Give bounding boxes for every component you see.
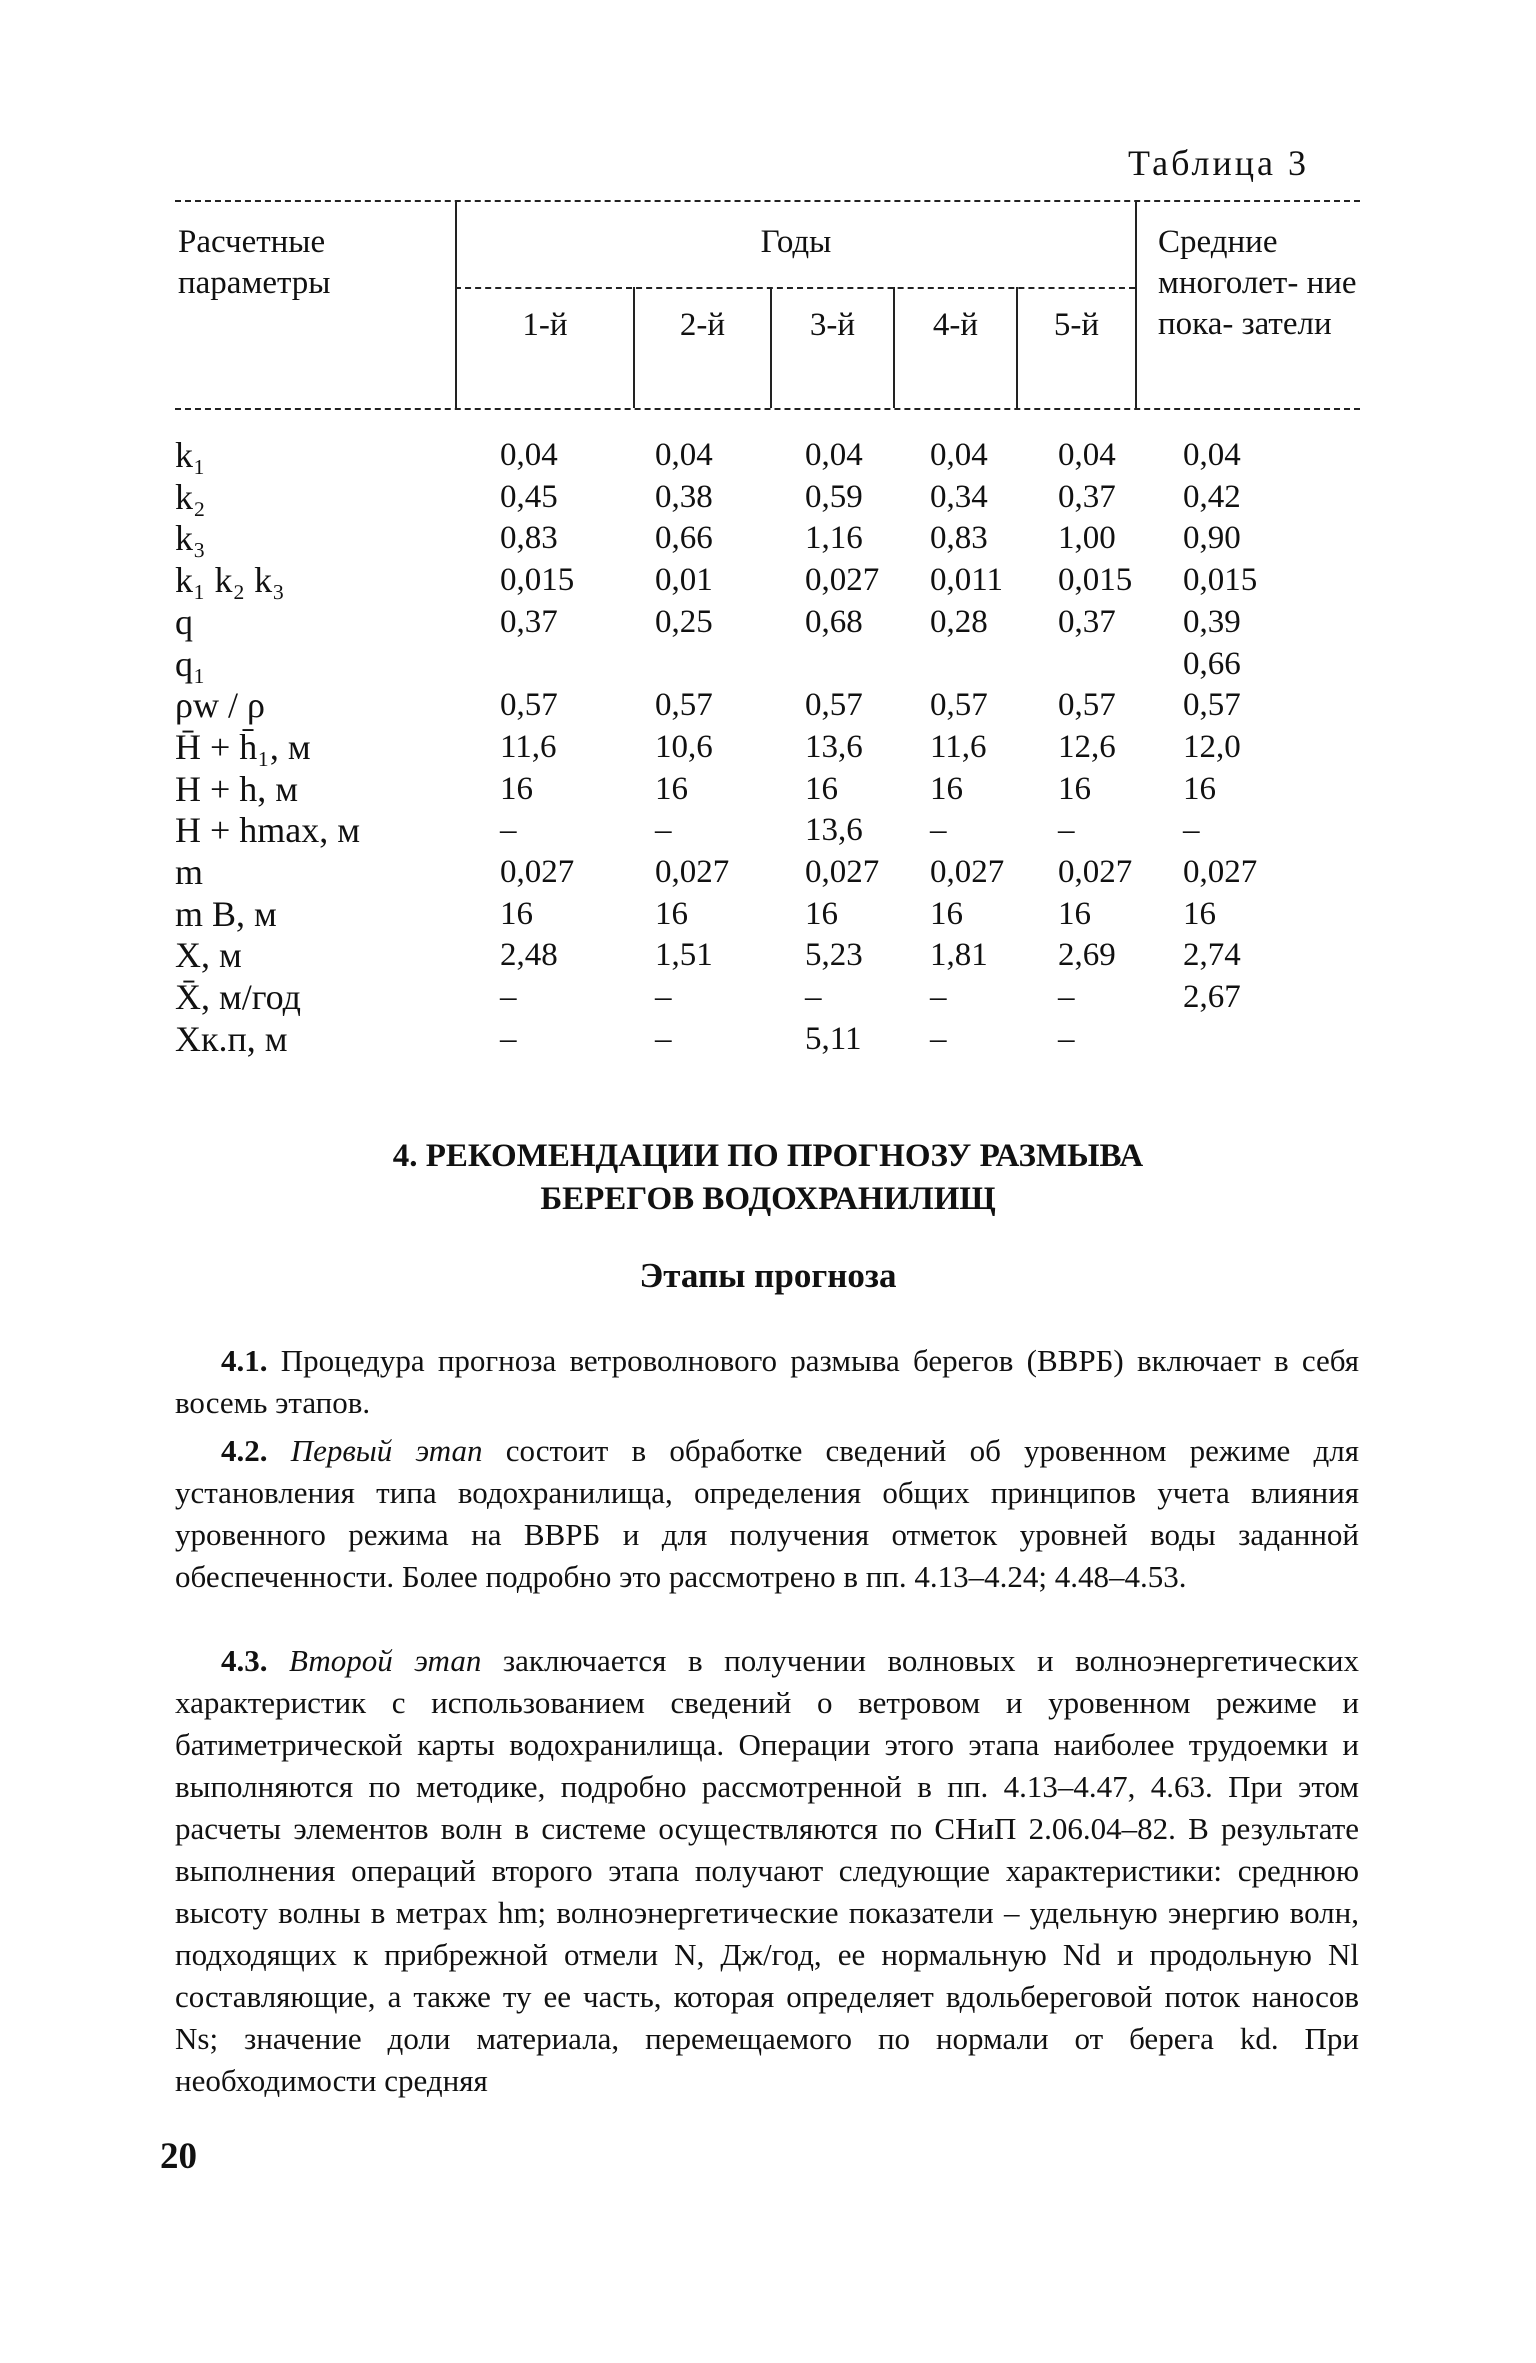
table-cell: 0,57 — [930, 687, 988, 723]
table-cell: 16 — [1183, 771, 1216, 807]
table-cell: 16 — [1058, 771, 1091, 807]
table-cell: 16 — [1183, 896, 1216, 932]
table-cell: 12,0 — [1183, 729, 1241, 765]
header-average: Средние многолет- ние пока- затели — [1158, 224, 1357, 342]
table-cell: 1,00 — [1058, 520, 1116, 556]
table-cell: 0,83 — [500, 520, 558, 556]
table-cell: 0,57 — [805, 687, 863, 723]
years-divider-rule — [455, 287, 1135, 289]
row-label: H̄ + h̄₁, м — [175, 727, 311, 767]
table-cell: 0,027 — [1058, 854, 1133, 890]
table-cell: 16 — [930, 771, 963, 807]
table-cell: 12,6 — [1058, 729, 1116, 765]
table-cell: 16 — [500, 771, 533, 807]
table-cell: 1,51 — [655, 937, 713, 973]
row-label: H + hmax, м — [175, 810, 361, 850]
table-cell: 5,23 — [805, 937, 863, 973]
row-label: k₁ — [175, 435, 206, 475]
table-cell: 16 — [655, 896, 688, 932]
table-cell: 1,81 — [930, 937, 988, 973]
row-label: H + h, м — [175, 769, 299, 809]
table-cell: 16 — [500, 896, 533, 932]
table-cell: – — [1058, 1021, 1075, 1057]
table-cell: – — [930, 1021, 947, 1057]
table-cell: 2,74 — [1183, 937, 1241, 973]
table-cell: 13,6 — [805, 729, 863, 765]
table-cell: – — [655, 812, 672, 848]
table-cell: – — [930, 979, 947, 1015]
paragraph-number: 4.3. — [221, 1643, 268, 1678]
table-cell: 0,04 — [1183, 437, 1241, 473]
table-cell: 0,04 — [500, 437, 558, 473]
table-cell: 0,39 — [1183, 604, 1241, 640]
table-cell: 0,45 — [500, 479, 558, 515]
table-cell: – — [500, 812, 517, 848]
table-cell: 10,6 — [655, 729, 713, 765]
table-cell: 16 — [655, 771, 688, 807]
table-cell: – — [1058, 812, 1075, 848]
table-cell: 0,37 — [500, 604, 558, 640]
table-cell: 0,04 — [805, 437, 863, 473]
table-cell: 0,57 — [1183, 687, 1241, 723]
row-label: k₂ — [175, 477, 206, 517]
table-cell: 0,68 — [805, 604, 863, 640]
table-cell: 1,16 — [805, 520, 863, 556]
table-cell: 16 — [930, 896, 963, 932]
header-year-1: 1-й — [522, 307, 568, 343]
header-year-2: 2-й — [679, 307, 726, 343]
paragraph-number: 4.2. — [221, 1433, 268, 1468]
table-cell: 16 — [805, 896, 838, 932]
paragraph-text: Процедура прогноза ветроволнового размыва берегов (ВВРБ) включает в себя восемь этапов. — [175, 1343, 1359, 1420]
paragraph-text: заключается в получении волновых и волноэнергетических характеристик с использованием сведений о ветровом и уровенном режиме и батиметрической карты водохранилища. Операции этого этапа наиболее трудоемки и выполняются по методике, подробно рассмотренной в пп. 4.13–4.47, 4.63. При этом расчеты элементов волн в системе осуществляются по СНиП 2.06.04–82. В результате выполнения операций второго этапа получают следующие характеристики: среднюю высоту волны в метрах hm; волноэнергетические показатели – удельную энергию волн, подходящих к прибрежной отмели N, Дж/год, ее нормальную Nd и продольную Nl составляющие, а также ту ее часть, которая определяет вдольбереговой поток наносов Ns; значение доли материала, перемещаемого по нормали от берега kd. При необходимости средняя — [175, 1643, 1360, 2098]
table-cell: 0,015 — [1058, 562, 1133, 598]
section-title-line2: БЕРЕГОВ ВОДОХРАНИЛИЩ — [540, 1181, 996, 1217]
paragraph-emphasis: Первый этап — [290, 1433, 483, 1468]
table-cell: 11,6 — [500, 729, 557, 765]
table-cell: – — [1058, 979, 1075, 1015]
section-title-line1: 4. РЕКОМЕНДАЦИИ ПО ПРОГНОЗУ РАЗМЫВА — [392, 1138, 1144, 1174]
table-cell: 16 — [805, 771, 838, 807]
table-cell: 0,027 — [655, 854, 730, 890]
row-label: q₁ — [175, 644, 206, 684]
table-cell: 0,027 — [930, 854, 1005, 890]
row-label: ρw / ρ — [175, 685, 265, 725]
table-cell: 0,04 — [930, 437, 988, 473]
table-cell: 2,67 — [1183, 979, 1241, 1015]
table-cell: 16 — [1058, 896, 1091, 932]
table-cell: 0,027 — [805, 854, 880, 890]
row-label: X, м — [175, 935, 242, 975]
header-col-divider — [1135, 200, 1137, 408]
table-cell: 0,37 — [1058, 604, 1116, 640]
table-top-rule — [175, 200, 1360, 202]
table-cell: 0,011 — [930, 562, 1004, 598]
table-cell: 0,57 — [1058, 687, 1116, 723]
table-cell: 0,42 — [1183, 479, 1241, 515]
table-cell: – — [500, 979, 517, 1015]
table-cell: 0,83 — [930, 520, 988, 556]
header-params: Расчетные параметры — [178, 224, 331, 301]
paragraph-number: 4.1. — [221, 1343, 268, 1378]
table-cell: 0,57 — [655, 687, 713, 723]
paragraph-text: состоит в обработке сведений об уровенном режиме для установления типа водохранилища, определения общих принципов учета влияния уровенного режима на ВВРБ и для получения отметок уровней воды заданной обеспеченности. Более подробно это рассмотрено в пп. 4.13–4.24; 4.48–4.53. — [175, 1433, 1360, 1594]
header-year-3: 3-й — [809, 307, 856, 343]
table-cell: 0,04 — [1058, 437, 1116, 473]
table-cell: – — [805, 979, 822, 1015]
table-header-bottom-rule — [175, 408, 1360, 410]
subsection-title: Этапы прогноза — [639, 1256, 897, 1295]
table-cell: 0,66 — [1183, 646, 1241, 682]
table-cell: 11,6 — [930, 729, 987, 765]
table-cell: 0,57 — [500, 687, 558, 723]
table-cell: 0,34 — [930, 479, 988, 515]
table-cell: – — [500, 1021, 517, 1057]
header-years: Годы — [760, 224, 832, 260]
paragraph-emphasis: Второй этап — [289, 1643, 482, 1678]
table-cell: 0,01 — [655, 562, 713, 598]
row-label: m — [175, 852, 204, 892]
table-cell: 2,48 — [500, 937, 558, 973]
row-label: m B, м — [175, 894, 277, 934]
table-cell: 0,015 — [500, 562, 575, 598]
table-cell: – — [655, 979, 672, 1015]
table-cell: 2,69 — [1058, 937, 1116, 973]
table-cell: – — [930, 812, 947, 848]
paragraph-4-3 — [175, 1640, 1359, 2102]
table-cell: 0,28 — [930, 604, 988, 640]
table-cell: – — [655, 1021, 672, 1057]
header-year-5: 5-й — [1053, 307, 1100, 343]
table-cell: 0,59 — [805, 479, 863, 515]
row-label: q — [175, 602, 193, 642]
table-cell: 0,37 — [1058, 479, 1116, 515]
table-caption: Таблица 3 — [1128, 143, 1309, 183]
table-cell: 0,38 — [655, 479, 713, 515]
header-year-4: 4-й — [932, 307, 979, 343]
row-label: Xк.п, м — [175, 1019, 288, 1059]
table-cell: 0,015 — [1183, 562, 1258, 598]
paragraph-4-1 — [175, 1340, 1359, 1424]
paragraph-4-2 — [175, 1430, 1359, 1598]
table-cell: 13,6 — [805, 812, 863, 848]
table-cell: 0,04 — [655, 437, 713, 473]
table-cell: 0,90 — [1183, 520, 1241, 556]
row-label: X̄, м/год — [175, 977, 301, 1017]
table-cell: 0,66 — [655, 520, 713, 556]
page-number: 20 — [160, 2136, 197, 2177]
table-cell: – — [1183, 812, 1200, 848]
row-label: k₃ — [175, 518, 206, 558]
table-cell: 0,027 — [500, 854, 575, 890]
table-cell: 0,027 — [805, 562, 880, 598]
table-cell: 5,11 — [805, 1021, 862, 1057]
table-cell: 0,25 — [655, 604, 713, 640]
table-cell: 0,027 — [1183, 854, 1258, 890]
row-label: k₁ k₂ k₃ — [175, 560, 285, 600]
